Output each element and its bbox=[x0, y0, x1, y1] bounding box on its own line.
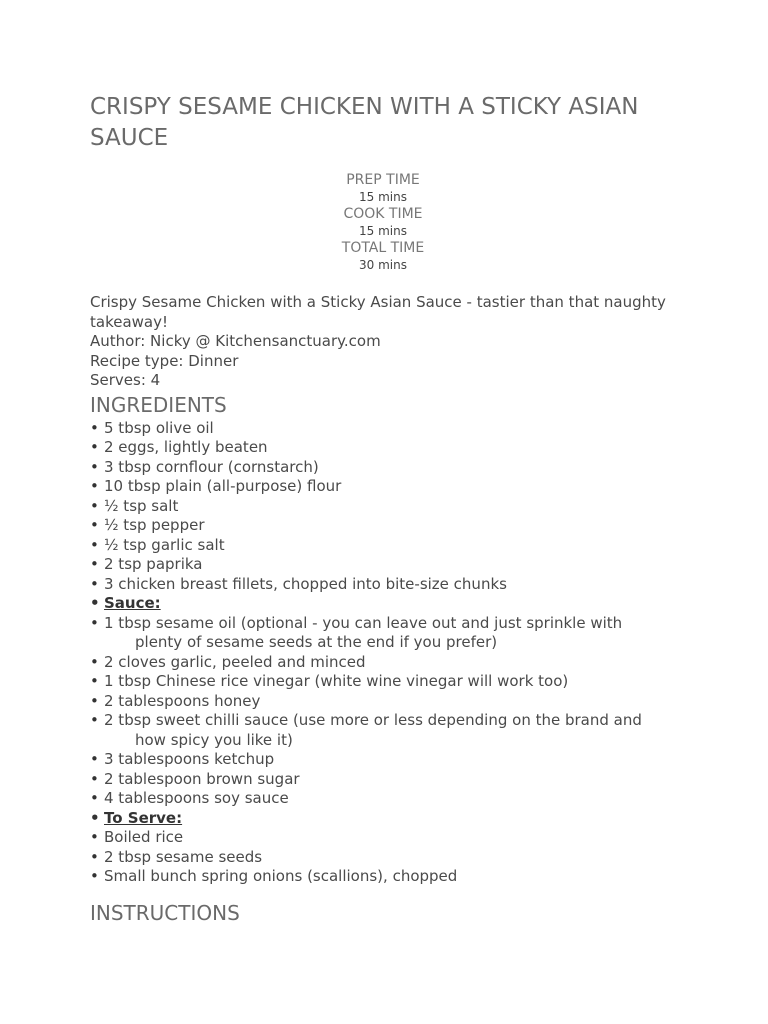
total-time-label: TOTAL TIME bbox=[341, 240, 425, 256]
ingredient-item: • 3 tbsp cornflour (cornstarch) bbox=[90, 458, 710, 478]
cook-time-value: 15 mins bbox=[359, 224, 407, 238]
ingredient-item: • 2 cloves garlic, peeled and minced bbox=[90, 653, 710, 673]
ingredient-item: • 2 tablespoon brown sugar bbox=[90, 770, 710, 790]
ingredient-item: • 3 chicken breast fillets, chopped into bite-size chunks bbox=[90, 575, 710, 595]
time-block bbox=[283, 172, 483, 274]
prep-time-value: 15 mins bbox=[359, 190, 407, 204]
recipe-type: Recipe type: Dinner bbox=[90, 351, 239, 370]
ingredient-item: • 2 tsp paprika bbox=[90, 555, 710, 575]
ingredient-line-continued: how spicy you like it) bbox=[135, 730, 293, 749]
ingredient-item bbox=[90, 614, 710, 653]
recipe-author: Author: Nicky @ Kitchensanctuary.com bbox=[90, 332, 381, 350]
ingredient-item: • 3 tablespoons ketchup bbox=[90, 750, 710, 770]
ingredient-item: • ½ tsp garlic salt bbox=[90, 536, 710, 556]
ingredient-item: • 1 tbsp Chinese rice vinegar (white wine vinegar will work too) bbox=[90, 672, 710, 692]
ingredient-line: 1 tbsp sesame oil (optional - you can leave out and just sprinkle with bbox=[104, 613, 623, 632]
prep-time-label: PREP TIME bbox=[346, 172, 420, 188]
ingredient-item: • 4 tablespoons soy sauce bbox=[90, 789, 710, 809]
recipe-title: CRISPY SESAME CHICKEN WITH A STICKY ASIAN SAUCE bbox=[90, 94, 639, 151]
sauce-subheading: • Sauce: bbox=[90, 594, 710, 614]
ingredient-item bbox=[90, 711, 710, 750]
ingredient-item: • 5 tbsp olive oil bbox=[90, 419, 710, 439]
ingredient-item: • 10 tbsp plain (all-purpose) flour bbox=[90, 477, 710, 497]
ingredient-item: • Boiled rice bbox=[90, 828, 710, 848]
ingredient-item: • ½ tsp pepper bbox=[90, 516, 710, 536]
total-time-value: 30 mins bbox=[359, 258, 407, 272]
recipe-body bbox=[90, 293, 710, 887]
ingredient-item: • 2 tablespoons honey bbox=[90, 692, 710, 712]
ingredient-item: • 2 tbsp sesame seeds bbox=[90, 848, 710, 868]
recipe-description: Crispy Sesame Chicken with a Sticky Asian Sauce - tastier than that naughty takeaway! bbox=[90, 293, 666, 331]
ingredient-line-continued: plenty of sesame seeds at the end if you prefer) bbox=[135, 633, 498, 651]
ingredient-item: • Small bunch spring onions (scallions), chopped bbox=[90, 867, 710, 887]
ingredient-line: 2 tbsp sweet chilli sauce (use more or less depending on the brand and bbox=[104, 711, 642, 729]
cook-time-label: COOK TIME bbox=[343, 206, 423, 222]
ingredient-item: • 2 eggs, lightly beaten bbox=[90, 438, 710, 458]
ingredients-heading: INGREDIENTS bbox=[90, 392, 227, 417]
ingredient-item: • ½ tsp salt bbox=[90, 497, 710, 517]
ingredients-list bbox=[90, 419, 710, 887]
to-serve-subheading: • To Serve: bbox=[90, 809, 710, 829]
instructions-heading: INSTRUCTIONS bbox=[90, 901, 240, 925]
recipe-serves: Serves: 4 bbox=[90, 371, 161, 389]
